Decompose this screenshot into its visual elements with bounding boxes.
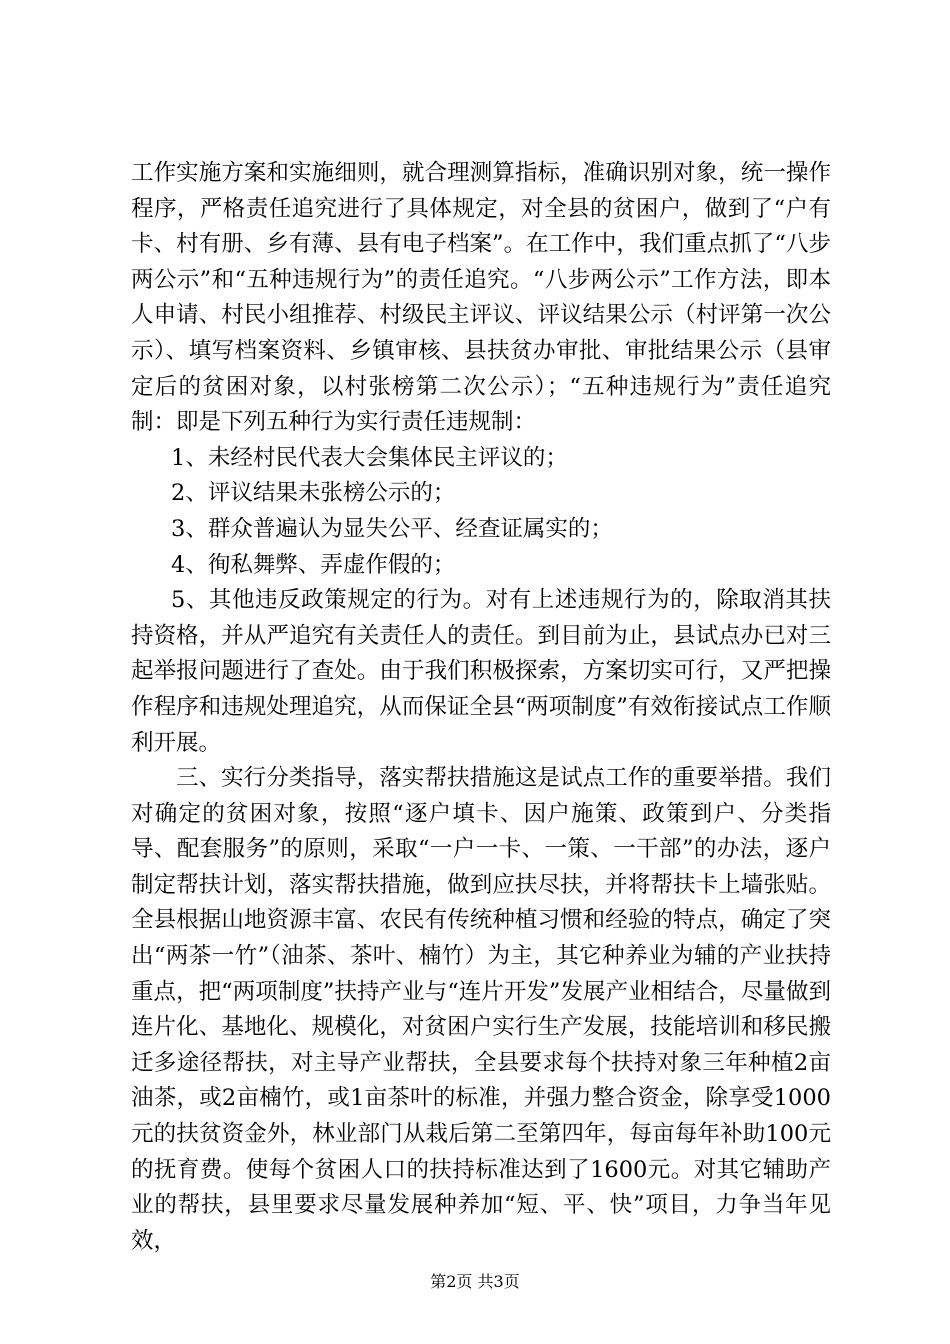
page-number-footer: 第2页 共3页 <box>430 1272 520 1291</box>
list-item-2: 2、评议结果未张榜公示的； <box>171 480 456 507</box>
document-body <box>131 156 831 1259</box>
list-item-3: 3、群众普遍认为显失公平、经查证属实的； <box>171 515 613 542</box>
section-three-paragraph: 三、实行分类指导，落实帮扶措施这是试点工作的重要举措。我们对确定的贫困对象，按照“逐户填卡、因户施策、政策到户、分类指导、配套服务”的原则，采取“一户一卡、一策、一干部”的办法，逐户制定帮扶计划，落实帮扶措施，做到应扶尽扶，并将帮扶卡上墙张贴。全县根据山地资源丰富、农民有传统种植习惯和经验的特点，确定了突出“两茶一竹”（油茶、茶叶、楠竹）为主，其它种养业为辅的产业扶持重点，把“两项制度”扶持产业与“连片开发”发展产业相结合，尽量做到连片化、基地化、规模化，对贫困户实行生产发展，技能培训和移民搬迁多途径帮扶，对主导产业帮扶，全县要求每个扶持对象三年种植2亩油茶，或2亩楠竹，或1亩茶叶的标准，并强力整合资金，除享受1000元的扶贫资金外，林业部门从栽后第二至第四年，每亩每年补助100元的抚育费。使每个贫困人口的扶持标准达到了1600元。对其它辅助产业的帮扶，县里要求尽量发展种养加“短、平、快”项目，力争当年见效， <box>131 765 831 1254</box>
list-item-5: 5、其他违反政策规定的行为。对有上述违规行为的，除取消其扶持资格，并从严追究有关责任人的责任。到目前为止，县试点办已对三起举报问题进行了查处。由于我们积极探索，方案切实可行，又严把操作程序和违规处理追究，从而保证全县“两项制度”有效衔接试点工作顺利开展。 <box>131 587 831 756</box>
paragraph-continuation: 工作实施方案和实施细则，就合理测算指标，准确识别对象，统一操作程序，严格责任追究进行了具体规定，对全县的贫困户，做到了“户有卡、村有册、乡有薄、县有电子档案”。在工作中，我们重点抓了“八步两公示”和“五种违规行为”的责任追究。“八步两公示”工作方法，即本人申请、村民小组推荐、村级民主评议、评议结果公示（村评第一次公示）、填写档案资料、乡镇审核、县扶贫办审批、审批结果公示（县审定后的贫困对象，以村张榜第二次公示）；“五种违规行为”责任追究制：即是下列五种行为实行责任违规制： <box>131 160 831 436</box>
list-item-4: 4、徇私舞弊、弄虚作假的； <box>171 551 456 578</box>
list-item-1: 1、未经村民代表大会集体民主评议的； <box>171 444 568 471</box>
